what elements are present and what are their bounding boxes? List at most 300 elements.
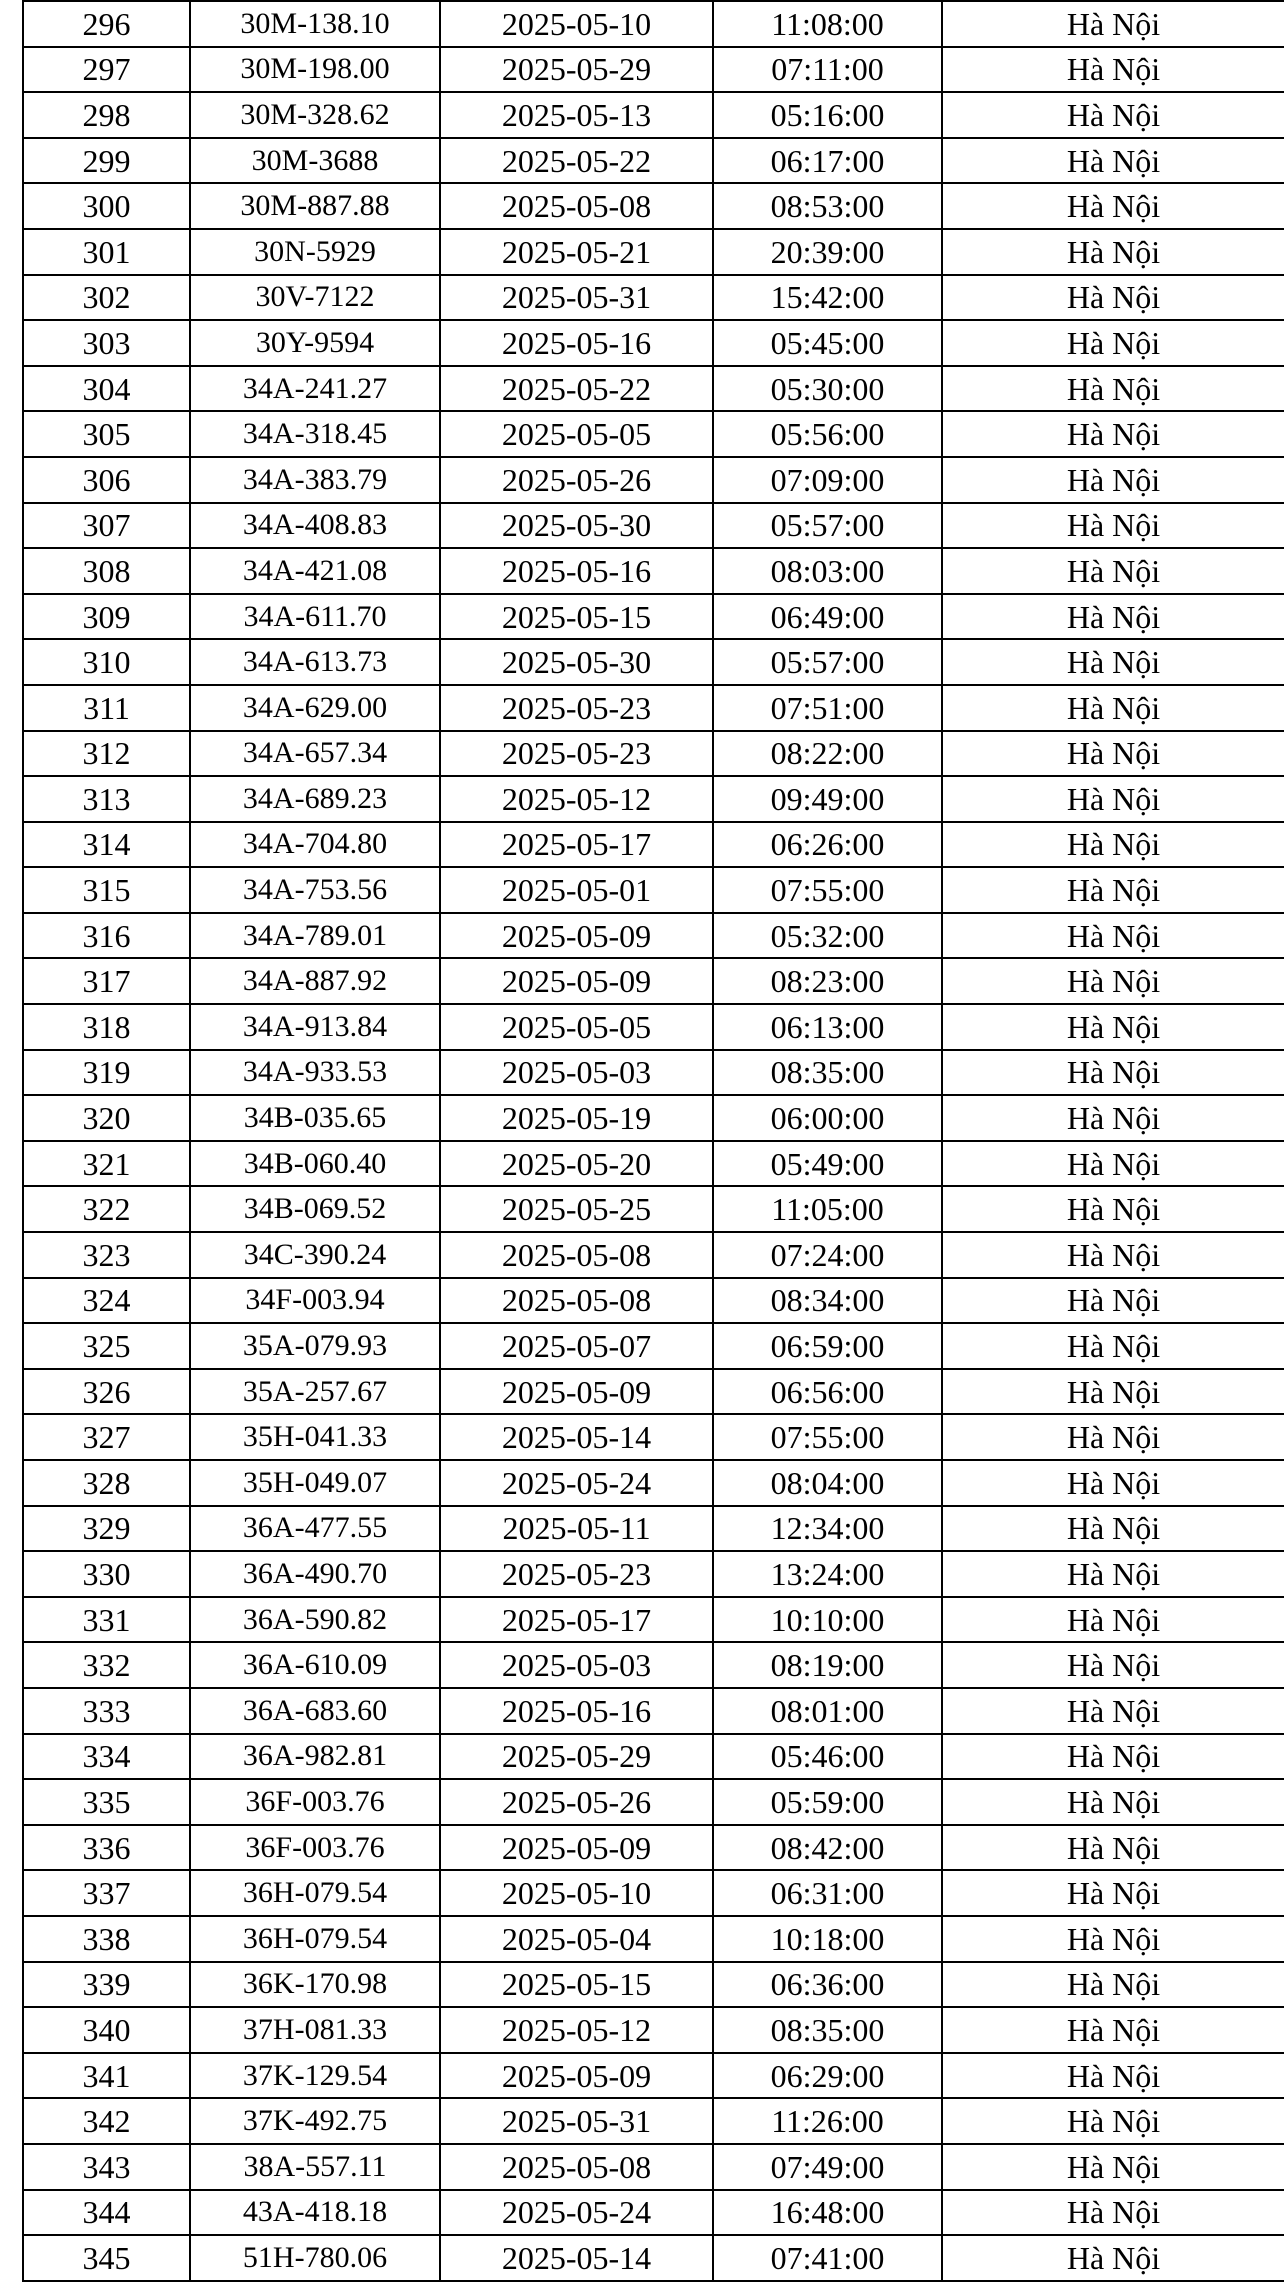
location-cell: Hà Nội [942, 1004, 1284, 1050]
location-cell: Hà Nội [942, 2190, 1284, 2236]
date-cell: 2025-05-26 [440, 457, 713, 503]
date-cell: 2025-05-09 [440, 913, 713, 959]
date-cell: 2025-05-17 [440, 1597, 713, 1643]
table-row [23, 2144, 1284, 2190]
time-cell: 07:51:00 [713, 685, 942, 731]
table-row [23, 685, 1284, 731]
table-row [23, 594, 1284, 640]
row-number-cell: 340 [23, 2007, 190, 2053]
time-cell: 06:49:00 [713, 594, 942, 640]
location-cell: Hà Nội [942, 1734, 1284, 1780]
row-number-cell: 307 [23, 503, 190, 549]
time-cell: 05:16:00 [713, 92, 942, 138]
license-plate-cell: 30M-328.62 [190, 92, 440, 138]
table-row [23, 320, 1284, 366]
time-cell: 06:26:00 [713, 822, 942, 868]
row-number-cell: 327 [23, 1414, 190, 1460]
date-cell: 2025-05-23 [440, 731, 713, 777]
table-row [23, 1232, 1284, 1278]
date-cell: 2025-05-15 [440, 1962, 713, 2008]
time-cell: 05:57:00 [713, 503, 942, 549]
license-plate-cell: 36F-003.76 [190, 1825, 440, 1871]
date-cell: 2025-05-16 [440, 320, 713, 366]
location-cell: Hà Nội [942, 1186, 1284, 1232]
row-number-cell: 323 [23, 1232, 190, 1278]
location-cell: Hà Nội [942, 503, 1284, 549]
date-cell: 2025-05-10 [440, 1, 713, 47]
location-cell: Hà Nội [942, 913, 1284, 959]
row-number-cell: 315 [23, 867, 190, 913]
location-cell: Hà Nội [942, 639, 1284, 685]
date-cell: 2025-05-05 [440, 1004, 713, 1050]
row-number-cell: 324 [23, 1278, 190, 1324]
table-row [23, 1095, 1284, 1141]
license-plate-cell: 34A-318.45 [190, 411, 440, 457]
table-row [23, 1369, 1284, 1415]
table-row [23, 1962, 1284, 2008]
table-row [23, 1004, 1284, 1050]
table-row [23, 731, 1284, 777]
time-cell: 07:11:00 [713, 47, 942, 93]
row-number-cell: 320 [23, 1095, 190, 1141]
date-cell: 2025-05-14 [440, 2235, 713, 2281]
location-cell: Hà Nội [942, 867, 1284, 913]
table-row [23, 183, 1284, 229]
row-number-cell: 299 [23, 138, 190, 184]
time-cell: 06:31:00 [713, 1870, 942, 1916]
table-row [23, 548, 1284, 594]
date-cell: 2025-05-08 [440, 1278, 713, 1324]
time-cell: 05:32:00 [713, 913, 942, 959]
time-cell: 20:39:00 [713, 229, 942, 275]
row-number-cell: 336 [23, 1825, 190, 1871]
table-row [23, 1734, 1284, 1780]
license-plate-cell: 43A-418.18 [190, 2190, 440, 2236]
time-cell: 05:59:00 [713, 1779, 942, 1825]
license-plate-cell: 36A-982.81 [190, 1734, 440, 1780]
table-row [23, 1870, 1284, 1916]
row-number-cell: 331 [23, 1597, 190, 1643]
time-cell: 06:29:00 [713, 2053, 942, 2099]
date-cell: 2025-05-08 [440, 2144, 713, 2190]
date-cell: 2025-05-10 [440, 1870, 713, 1916]
time-cell: 05:30:00 [713, 366, 942, 412]
location-cell: Hà Nội [942, 1141, 1284, 1187]
date-cell: 2025-05-25 [440, 1186, 713, 1232]
table-row [23, 1642, 1284, 1688]
table-row [23, 366, 1284, 412]
location-cell: Hà Nội [942, 47, 1284, 93]
license-plate-cell: 34A-789.01 [190, 913, 440, 959]
time-cell: 05:57:00 [713, 639, 942, 685]
license-plate-cell: 34A-657.34 [190, 731, 440, 777]
license-plate-cell: 34A-613.73 [190, 639, 440, 685]
row-number-cell: 341 [23, 2053, 190, 2099]
license-plate-cell: 30Y-9594 [190, 320, 440, 366]
time-cell: 08:19:00 [713, 1642, 942, 1688]
location-cell: Hà Nội [942, 2144, 1284, 2190]
row-number-cell: 306 [23, 457, 190, 503]
date-cell: 2025-05-31 [440, 275, 713, 321]
time-cell: 06:00:00 [713, 1095, 942, 1141]
date-cell: 2025-05-16 [440, 1688, 713, 1734]
time-cell: 06:36:00 [713, 1962, 942, 2008]
license-plate-cell: 34A-629.00 [190, 685, 440, 731]
license-plate-cell: 34A-383.79 [190, 457, 440, 503]
table-row [23, 1, 1284, 47]
date-cell: 2025-05-29 [440, 1734, 713, 1780]
location-cell: Hà Nội [942, 594, 1284, 640]
row-number-cell: 309 [23, 594, 190, 640]
location-cell: Hà Nội [942, 1414, 1284, 1460]
location-cell: Hà Nội [942, 183, 1284, 229]
location-cell: Hà Nội [942, 1323, 1284, 1369]
time-cell: 08:35:00 [713, 2007, 942, 2053]
license-plate-cell: 34B-060.40 [190, 1141, 440, 1187]
date-cell: 2025-05-19 [440, 1095, 713, 1141]
row-number-cell: 342 [23, 2098, 190, 2144]
date-cell: 2025-05-15 [440, 594, 713, 640]
row-number-cell: 339 [23, 1962, 190, 2008]
time-cell: 05:46:00 [713, 1734, 942, 1780]
location-cell: Hà Nội [942, 1597, 1284, 1643]
row-number-cell: 313 [23, 776, 190, 822]
time-cell: 07:24:00 [713, 1232, 942, 1278]
license-plate-cell: 30N-5929 [190, 229, 440, 275]
time-cell: 08:23:00 [713, 958, 942, 1004]
location-cell: Hà Nội [942, 1095, 1284, 1141]
license-plate-cell: 36H-079.54 [190, 1870, 440, 1916]
location-cell: Hà Nội [942, 366, 1284, 412]
date-cell: 2025-05-16 [440, 548, 713, 594]
location-cell: Hà Nội [942, 1460, 1284, 1506]
time-cell: 11:05:00 [713, 1186, 942, 1232]
table-row [23, 776, 1284, 822]
license-plate-cell: 36A-490.70 [190, 1551, 440, 1597]
time-cell: 13:24:00 [713, 1551, 942, 1597]
time-cell: 05:45:00 [713, 320, 942, 366]
date-cell: 2025-05-09 [440, 2053, 713, 2099]
time-cell: 08:34:00 [713, 1278, 942, 1324]
date-cell: 2025-05-31 [440, 2098, 713, 2144]
table-row [23, 1551, 1284, 1597]
date-cell: 2025-05-12 [440, 2007, 713, 2053]
row-number-cell: 308 [23, 548, 190, 594]
location-cell: Hà Nội [942, 731, 1284, 777]
time-cell: 12:34:00 [713, 1506, 942, 1552]
time-cell: 07:49:00 [713, 2144, 942, 2190]
table-row [23, 138, 1284, 184]
row-number-cell: 302 [23, 275, 190, 321]
row-number-cell: 312 [23, 731, 190, 777]
location-cell: Hà Nội [942, 1825, 1284, 1871]
row-number-cell: 314 [23, 822, 190, 868]
date-cell: 2025-05-09 [440, 958, 713, 1004]
license-plate-cell: 36K-170.98 [190, 1962, 440, 2008]
table-row [23, 1825, 1284, 1871]
time-cell: 07:09:00 [713, 457, 942, 503]
time-cell: 08:53:00 [713, 183, 942, 229]
location-cell: Hà Nội [942, 776, 1284, 822]
location-cell: Hà Nội [942, 1870, 1284, 1916]
date-cell: 2025-05-01 [440, 867, 713, 913]
location-cell: Hà Nội [942, 92, 1284, 138]
time-cell: 08:01:00 [713, 1688, 942, 1734]
violation-table-body [23, 1, 1284, 2281]
row-number-cell: 317 [23, 958, 190, 1004]
table-row [23, 47, 1284, 93]
date-cell: 2025-05-03 [440, 1642, 713, 1688]
location-cell: Hà Nội [942, 1050, 1284, 1096]
row-number-cell: 329 [23, 1506, 190, 1552]
date-cell: 2025-05-14 [440, 1414, 713, 1460]
license-plate-cell: 30V-7122 [190, 275, 440, 321]
location-cell: Hà Nội [942, 411, 1284, 457]
time-cell: 10:18:00 [713, 1916, 942, 1962]
time-cell: 08:03:00 [713, 548, 942, 594]
row-number-cell: 301 [23, 229, 190, 275]
license-plate-cell: 30M-198.00 [190, 47, 440, 93]
time-cell: 05:56:00 [713, 411, 942, 457]
date-cell: 2025-05-22 [440, 138, 713, 184]
location-cell: Hà Nội [942, 229, 1284, 275]
license-plate-cell: 34A-241.27 [190, 366, 440, 412]
table-row [23, 2053, 1284, 2099]
date-cell: 2025-05-21 [440, 229, 713, 275]
license-plate-cell: 36H-079.54 [190, 1916, 440, 1962]
license-plate-cell: 30M-138.10 [190, 1, 440, 47]
license-plate-cell: 35H-041.33 [190, 1414, 440, 1460]
time-cell: 09:49:00 [713, 776, 942, 822]
location-cell: Hà Nội [942, 1506, 1284, 1552]
location-cell: Hà Nội [942, 548, 1284, 594]
location-cell: Hà Nội [942, 1642, 1284, 1688]
location-cell: Hà Nội [942, 958, 1284, 1004]
date-cell: 2025-05-09 [440, 1369, 713, 1415]
row-number-cell: 325 [23, 1323, 190, 1369]
location-cell: Hà Nội [942, 1779, 1284, 1825]
table-row [23, 92, 1284, 138]
time-cell: 16:48:00 [713, 2190, 942, 2236]
license-plate-cell: 34A-933.53 [190, 1050, 440, 1096]
location-cell: Hà Nội [942, 275, 1284, 321]
time-cell: 11:26:00 [713, 2098, 942, 2144]
time-cell: 06:56:00 [713, 1369, 942, 1415]
license-plate-cell: 34A-753.56 [190, 867, 440, 913]
time-cell: 15:42:00 [713, 275, 942, 321]
table-row [23, 1323, 1284, 1369]
date-cell: 2025-05-30 [440, 639, 713, 685]
license-plate-cell: 35H-049.07 [190, 1460, 440, 1506]
location-cell: Hà Nội [942, 1688, 1284, 1734]
violation-table [22, 0, 1284, 2282]
license-plate-cell: 51H-780.06 [190, 2235, 440, 2281]
license-plate-cell: 34A-408.83 [190, 503, 440, 549]
date-cell: 2025-05-11 [440, 1506, 713, 1552]
row-number-cell: 344 [23, 2190, 190, 2236]
table-row [23, 2007, 1284, 2053]
table-row [23, 1688, 1284, 1734]
table-row [23, 1141, 1284, 1187]
row-number-cell: 326 [23, 1369, 190, 1415]
location-cell: Hà Nội [942, 2053, 1284, 2099]
row-number-cell: 328 [23, 1460, 190, 1506]
license-plate-cell: 34C-390.24 [190, 1232, 440, 1278]
table-row [23, 958, 1284, 1004]
license-plate-cell: 34A-913.84 [190, 1004, 440, 1050]
row-number-cell: 300 [23, 183, 190, 229]
time-cell: 06:59:00 [713, 1323, 942, 1369]
location-cell: Hà Nội [942, 1916, 1284, 1962]
license-plate-cell: 34A-887.92 [190, 958, 440, 1004]
row-number-cell: 334 [23, 1734, 190, 1780]
row-number-cell: 330 [23, 1551, 190, 1597]
table-row [23, 1916, 1284, 1962]
table-row [23, 2235, 1284, 2281]
row-number-cell: 297 [23, 47, 190, 93]
location-cell: Hà Nội [942, 685, 1284, 731]
row-number-cell: 335 [23, 1779, 190, 1825]
table-row [23, 1186, 1284, 1232]
time-cell: 07:55:00 [713, 867, 942, 913]
table-row [23, 1050, 1284, 1096]
date-cell: 2025-05-20 [440, 1141, 713, 1187]
table-row [23, 822, 1284, 868]
location-cell: Hà Nội [942, 457, 1284, 503]
table-row [23, 229, 1284, 275]
table-row [23, 867, 1284, 913]
row-number-cell: 345 [23, 2235, 190, 2281]
row-number-cell: 332 [23, 1642, 190, 1688]
location-cell: Hà Nội [942, 1369, 1284, 1415]
location-cell: Hà Nội [942, 2235, 1284, 2281]
row-number-cell: 305 [23, 411, 190, 457]
table-row [23, 503, 1284, 549]
license-plate-cell: 34A-704.80 [190, 822, 440, 868]
license-plate-cell: 34A-611.70 [190, 594, 440, 640]
location-cell: Hà Nội [942, 138, 1284, 184]
table-row [23, 1278, 1284, 1324]
location-cell: Hà Nội [942, 2098, 1284, 2144]
location-cell: Hà Nội [942, 1, 1284, 47]
license-plate-cell: 36A-590.82 [190, 1597, 440, 1643]
location-cell: Hà Nội [942, 1962, 1284, 2008]
time-cell: 07:41:00 [713, 2235, 942, 2281]
license-plate-cell: 37K-492.75 [190, 2098, 440, 2144]
date-cell: 2025-05-07 [440, 1323, 713, 1369]
date-cell: 2025-05-30 [440, 503, 713, 549]
date-cell: 2025-05-08 [440, 183, 713, 229]
location-cell: Hà Nội [942, 2007, 1284, 2053]
time-cell: 10:10:00 [713, 1597, 942, 1643]
row-number-cell: 338 [23, 1916, 190, 1962]
date-cell: 2025-05-23 [440, 1551, 713, 1597]
table-row [23, 1506, 1284, 1552]
row-number-cell: 303 [23, 320, 190, 366]
license-plate-cell: 34A-689.23 [190, 776, 440, 822]
table-row [23, 1460, 1284, 1506]
row-number-cell: 296 [23, 1, 190, 47]
license-plate-cell: 35A-079.93 [190, 1323, 440, 1369]
table-row [23, 913, 1284, 959]
table-row [23, 2190, 1284, 2236]
location-cell: Hà Nội [942, 1278, 1284, 1324]
time-cell: 06:17:00 [713, 138, 942, 184]
date-cell: 2025-05-12 [440, 776, 713, 822]
table-row [23, 411, 1284, 457]
license-plate-cell: 34B-035.65 [190, 1095, 440, 1141]
row-number-cell: 304 [23, 366, 190, 412]
date-cell: 2025-05-17 [440, 822, 713, 868]
date-cell: 2025-05-29 [440, 47, 713, 93]
table-row [23, 275, 1284, 321]
license-plate-cell: 34A-421.08 [190, 548, 440, 594]
location-cell: Hà Nội [942, 1232, 1284, 1278]
row-number-cell: 321 [23, 1141, 190, 1187]
date-cell: 2025-05-05 [440, 411, 713, 457]
table-row [23, 2098, 1284, 2144]
license-plate-cell: 38A-557.11 [190, 2144, 440, 2190]
license-plate-cell: 35A-257.67 [190, 1369, 440, 1415]
time-cell: 06:13:00 [713, 1004, 942, 1050]
license-plate-cell: 34F-003.94 [190, 1278, 440, 1324]
license-plate-cell: 36A-683.60 [190, 1688, 440, 1734]
date-cell: 2025-05-23 [440, 685, 713, 731]
row-number-cell: 298 [23, 92, 190, 138]
row-number-cell: 319 [23, 1050, 190, 1096]
time-cell: 08:35:00 [713, 1050, 942, 1096]
date-cell: 2025-05-24 [440, 2190, 713, 2236]
date-cell: 2025-05-13 [440, 92, 713, 138]
location-cell: Hà Nội [942, 320, 1284, 366]
time-cell: 08:42:00 [713, 1825, 942, 1871]
license-plate-cell: 36A-610.09 [190, 1642, 440, 1688]
table-row [23, 639, 1284, 685]
location-cell: Hà Nội [942, 822, 1284, 868]
row-number-cell: 310 [23, 639, 190, 685]
location-cell: Hà Nội [942, 1551, 1284, 1597]
time-cell: 07:55:00 [713, 1414, 942, 1460]
table-row [23, 457, 1284, 503]
row-number-cell: 318 [23, 1004, 190, 1050]
time-cell: 05:49:00 [713, 1141, 942, 1187]
license-plate-cell: 30M-887.88 [190, 183, 440, 229]
date-cell: 2025-05-22 [440, 366, 713, 412]
row-number-cell: 322 [23, 1186, 190, 1232]
table-row [23, 1597, 1284, 1643]
date-cell: 2025-05-09 [440, 1825, 713, 1871]
license-plate-cell: 36A-477.55 [190, 1506, 440, 1552]
table-row [23, 1779, 1284, 1825]
license-plate-cell: 37K-129.54 [190, 2053, 440, 2099]
time-cell: 08:04:00 [713, 1460, 942, 1506]
table-row [23, 1414, 1284, 1460]
license-plate-cell: 36F-003.76 [190, 1779, 440, 1825]
time-cell: 08:22:00 [713, 731, 942, 777]
license-plate-cell: 37H-081.33 [190, 2007, 440, 2053]
date-cell: 2025-05-04 [440, 1916, 713, 1962]
row-number-cell: 316 [23, 913, 190, 959]
license-plate-cell: 30M-3688 [190, 138, 440, 184]
license-plate-cell: 34B-069.52 [190, 1186, 440, 1232]
time-cell: 11:08:00 [713, 1, 942, 47]
row-number-cell: 311 [23, 685, 190, 731]
date-cell: 2025-05-03 [440, 1050, 713, 1096]
date-cell: 2025-05-24 [440, 1460, 713, 1506]
row-number-cell: 333 [23, 1688, 190, 1734]
row-number-cell: 343 [23, 2144, 190, 2190]
date-cell: 2025-05-26 [440, 1779, 713, 1825]
